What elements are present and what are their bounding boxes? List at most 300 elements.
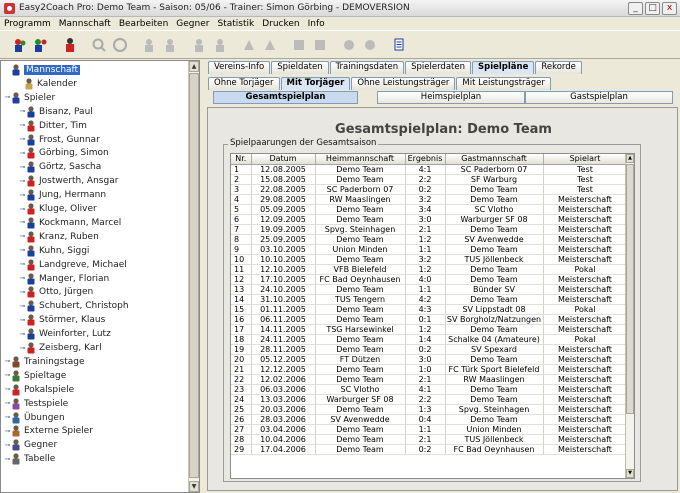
table-row[interactable] xyxy=(231,304,627,314)
table-cell: 0:2 xyxy=(405,444,445,454)
tree-node-icon xyxy=(11,64,21,76)
tree-node-icon xyxy=(26,286,36,298)
close-button[interactable]: x xyxy=(662,2,677,15)
tree-node-label: Kalender xyxy=(37,78,77,89)
table-row[interactable] xyxy=(231,234,627,244)
table-cell: Test xyxy=(543,174,627,184)
tree-node-icon xyxy=(11,92,21,104)
table-cell: Demo Team xyxy=(315,434,405,444)
expand-toggle-icon[interactable]: ⊸ xyxy=(19,162,26,171)
tree-node-label: Spieler xyxy=(24,92,56,103)
table-cell: 0:2 xyxy=(405,184,445,194)
zoom-icon xyxy=(112,37,128,53)
table-row[interactable] xyxy=(231,364,627,374)
tree-node-icon xyxy=(11,425,21,437)
tree-scroll-down-icon[interactable]: ▼ xyxy=(189,481,199,492)
expand-toggle-icon[interactable]: ⊸ xyxy=(4,454,11,463)
tactic-icon xyxy=(241,37,257,53)
expand-toggle-icon[interactable]: ⊸ xyxy=(19,232,26,241)
menu-gegner[interactable]: Gegner xyxy=(176,18,210,29)
table-cell: 4:1 xyxy=(405,384,445,394)
table-cell: Demo Team xyxy=(315,364,405,374)
tree-scroll-up-icon[interactable]: ▲ xyxy=(189,61,199,72)
subtab-ohne-leistungstraeger[interactable]: Ohne Leistungsträger xyxy=(351,77,455,90)
expand-toggle-icon[interactable]: ⊸ xyxy=(19,260,26,269)
tree-node-icon xyxy=(24,78,34,90)
tree-node-icon xyxy=(26,147,36,159)
table-row[interactable] xyxy=(231,424,627,434)
tree-node-icon xyxy=(26,106,36,118)
zoom-button[interactable] xyxy=(110,35,129,54)
tree-node-label: Kranz, Ruben xyxy=(39,231,99,242)
tree-section[interactable] xyxy=(4,383,74,397)
tree-section[interactable] xyxy=(4,397,68,411)
table-cell: Bünder SV xyxy=(445,284,543,294)
group-label: Spielpaarungen der Gesamtsaison xyxy=(230,138,377,148)
tree-node-icon xyxy=(11,453,21,465)
table-scroll-up-icon[interactable]: ▲ xyxy=(626,154,634,163)
table-cell: Demo Team xyxy=(315,174,405,184)
person-add-icon xyxy=(141,37,157,53)
tree-player[interactable] xyxy=(19,285,93,299)
expand-toggle-icon[interactable]: ⊸ xyxy=(19,315,26,324)
expand-toggle-icon[interactable]: ⊸ xyxy=(19,246,26,255)
table-cell: 3:4 xyxy=(405,204,445,214)
column-header[interactable]: Heimmannschaft xyxy=(315,154,405,164)
tree-player[interactable] xyxy=(19,174,118,188)
table-cell: Meisterschaft xyxy=(543,394,627,404)
tree-node-label: Görtz, Sascha xyxy=(39,162,102,173)
table-cell: 20.03.2006 xyxy=(251,404,315,414)
table-cell: 10.04.2006 xyxy=(251,434,315,444)
table-cell: 18 xyxy=(231,334,251,344)
expand-toggle-icon[interactable]: ⊸ xyxy=(19,343,26,352)
table-cell: Demo Team xyxy=(445,244,543,254)
tree-node-icon xyxy=(26,231,36,243)
exercise-icon xyxy=(291,37,307,53)
table-cell: Meisterschaft xyxy=(543,274,627,284)
tree-scrollbar[interactable] xyxy=(188,61,199,492)
tree-player[interactable] xyxy=(19,272,109,286)
tree-player[interactable] xyxy=(19,202,97,216)
panel-splitter[interactable] xyxy=(200,60,207,493)
table-cell: 2:1 xyxy=(405,374,445,384)
table-cell: Demo Team xyxy=(315,284,405,294)
tree-player[interactable] xyxy=(19,299,129,313)
menu-programm[interactable]: Programm xyxy=(4,18,51,29)
tree-node-icon xyxy=(26,314,36,326)
tree-section[interactable] xyxy=(4,355,85,369)
navigation-tree xyxy=(0,60,200,493)
table-cell: SV Borgholz/Natzungen xyxy=(446,314,542,324)
tree-node-icon xyxy=(11,384,21,396)
print-button[interactable] xyxy=(389,35,408,54)
expand-toggle-icon[interactable]: ⊸ xyxy=(19,204,26,213)
table-cell: Demo Team xyxy=(445,354,543,364)
table-cell: 2:1 xyxy=(405,434,445,444)
table-row[interactable] xyxy=(231,354,627,364)
tree-node-icon xyxy=(26,300,36,312)
expand-toggle-icon[interactable]: ⊸ xyxy=(4,357,11,366)
table-cell: 27 xyxy=(231,424,251,434)
table-cell: 14 xyxy=(231,294,251,304)
plantab-gesamtspielplan[interactable]: Gesamtspielplan xyxy=(213,91,358,104)
table-cell: SC Paderborn 07 xyxy=(315,184,405,194)
tree-node-icon xyxy=(26,328,36,340)
table-cell: Demo Team xyxy=(445,394,543,404)
table-cell: 1:4 xyxy=(405,334,445,344)
tactic-button[interactable] xyxy=(239,35,258,54)
tree-item-kalender[interactable] xyxy=(17,77,77,91)
person-remove-icon xyxy=(162,37,178,53)
table-row[interactable] xyxy=(231,414,627,424)
tree-node-label: Manger, Florian xyxy=(39,273,110,284)
tab-spieldaten[interactable]: Spieldaten xyxy=(271,61,328,74)
person-add-button[interactable] xyxy=(139,35,158,54)
table-cell: 22 xyxy=(231,374,251,384)
expand-toggle-icon[interactable]: ⊸ xyxy=(19,176,26,185)
table-cell: 8 xyxy=(231,234,251,244)
match-edit-icon xyxy=(362,37,378,53)
table-cell: 1:0 xyxy=(405,364,445,374)
table-row[interactable] xyxy=(231,374,627,384)
tree-player[interactable] xyxy=(19,146,109,160)
table-cell: 4:0 xyxy=(405,274,445,284)
table-cell: 05.09.2005 xyxy=(251,204,315,214)
table-cell: 3:2 xyxy=(405,194,445,204)
table-scroll-down-icon[interactable]: ▼ xyxy=(626,469,634,478)
tab-trainingsdaten[interactable]: Trainingsdaten xyxy=(330,61,405,74)
table-row[interactable] xyxy=(231,284,627,294)
exercise-delete-button[interactable] xyxy=(310,35,329,54)
trainer-edit-button[interactable] xyxy=(210,35,229,54)
table-cell: SC Paderborn 07 xyxy=(445,164,543,174)
tree-root-mannschaft[interactable] xyxy=(4,63,80,77)
table-cell: 03.10.2005 xyxy=(251,244,315,254)
table-row[interactable] xyxy=(231,314,627,324)
table-cell: FC Türk Sport Bielefeld xyxy=(445,364,543,374)
report-title: Gesamtspielplan: Demo Team xyxy=(335,122,552,137)
match-table-container xyxy=(230,153,635,479)
table-cell: Demo Team xyxy=(315,304,405,314)
tree-spacer xyxy=(17,80,24,87)
tree-node-label: Bisanz, Paul xyxy=(39,106,93,117)
tree-node-label: Gegner xyxy=(24,440,58,451)
team-icon xyxy=(12,37,28,53)
table-row[interactable] xyxy=(231,344,627,354)
tree-player[interactable] xyxy=(19,216,121,230)
table-cell: 1:2 xyxy=(405,234,445,244)
match-list-group xyxy=(223,138,641,482)
table-cell: Demo Team xyxy=(445,224,543,234)
table-row[interactable] xyxy=(231,404,627,414)
table-cell: 15 xyxy=(231,304,251,314)
table-cell: Pokal xyxy=(543,304,627,314)
table-cell: SV Lippstadt 08 xyxy=(445,304,543,314)
table-row[interactable] xyxy=(231,334,627,344)
menu-bearbeiten[interactable]: Bearbeiten xyxy=(118,18,169,29)
table-cell: Meisterschaft xyxy=(543,344,627,354)
match-edit-button[interactable] xyxy=(360,35,379,54)
table-cell: Meisterschaft xyxy=(543,214,627,224)
table-cell: Spvg. Steinhagen xyxy=(445,404,543,414)
tree-player[interactable] xyxy=(19,133,100,147)
tree-node-label: Pokalspiele xyxy=(24,384,75,395)
table-cell: 12.08.2005 xyxy=(251,164,315,174)
player-icon xyxy=(62,37,78,53)
tree-node-icon xyxy=(11,439,21,451)
person-remove-button[interactable] xyxy=(160,35,179,54)
table-cell: 25.09.2005 xyxy=(251,234,315,244)
column-header[interactable]: Datum xyxy=(251,154,315,164)
expand-toggle-icon[interactable]: ⊸ xyxy=(4,385,11,394)
title-bar xyxy=(0,0,680,17)
expand-toggle-icon[interactable]: ⊸ xyxy=(19,121,26,130)
tree-node-icon xyxy=(26,120,36,132)
tree-node-icon xyxy=(26,203,36,215)
expand-toggle-icon[interactable]: ⊸ xyxy=(19,190,26,199)
tree-node-icon xyxy=(26,273,36,285)
tree-node-label: Kockmann, Marcel xyxy=(39,217,122,228)
table-cell: 2 xyxy=(231,174,251,184)
table-row[interactable] xyxy=(231,174,627,184)
table-cell: Demo Team xyxy=(445,414,543,424)
table-cell: 05.12.2005 xyxy=(251,354,315,364)
expand-toggle-icon[interactable]: ⊸ xyxy=(19,329,26,338)
table-cell: Test xyxy=(543,184,627,194)
table-cell: Pokal xyxy=(543,264,627,274)
menu-info[interactable]: Info xyxy=(307,18,325,29)
table-cell: VFB Bielefeld xyxy=(315,264,405,274)
table-cell: 06.03.2006 xyxy=(251,384,315,394)
column-header[interactable]: Spielart xyxy=(543,154,627,164)
tree-node-icon xyxy=(26,161,36,173)
tree-node-label: Tabelle xyxy=(24,454,56,465)
table-row[interactable] xyxy=(231,204,627,214)
table-row[interactable] xyxy=(231,194,627,204)
tree-node-icon xyxy=(11,398,21,410)
table-cell: Union Minden xyxy=(445,424,543,434)
tree-node-label: Mannschaft xyxy=(26,65,79,75)
app-icon xyxy=(4,3,15,14)
menu-drucken[interactable]: Drucken xyxy=(262,18,300,29)
table-cell: 31.10.2005 xyxy=(251,294,315,304)
tree-player[interactable] xyxy=(19,341,102,355)
tree-section[interactable] xyxy=(4,411,65,425)
table-cell: FC Bad Oeynhausen xyxy=(315,274,405,284)
table-cell: FC Bad Oeynhausen xyxy=(445,444,543,454)
tree-node-label: Testspiele xyxy=(24,398,69,409)
table-cell: TSG Harsewinkel xyxy=(315,324,405,334)
search-icon xyxy=(91,37,107,53)
table-scroll-thumb[interactable] xyxy=(626,164,634,414)
table-row[interactable] xyxy=(231,264,627,274)
exercise-delete-icon xyxy=(312,37,328,53)
table-cell: 28.11.2005 xyxy=(251,344,315,354)
expand-toggle-icon[interactable]: ⊸ xyxy=(19,148,26,157)
table-cell: Demo Team xyxy=(445,264,543,274)
table-cell: 26 xyxy=(231,414,251,424)
table-cell: 06.11.2005 xyxy=(251,314,315,324)
table-cell: Meisterschaft xyxy=(543,384,627,394)
table-cell: 1:2 xyxy=(405,264,445,274)
table-cell: 1:2 xyxy=(405,324,445,334)
tree-player[interactable] xyxy=(19,327,111,341)
table-cell: Meisterschaft xyxy=(543,194,627,204)
tree-node-label: Ditter, Tim xyxy=(39,120,87,131)
table-row[interactable] xyxy=(231,214,627,224)
tree-node-label: Otto, Jürgen xyxy=(39,287,94,298)
table-cell: FT Dützen xyxy=(315,354,405,364)
table-cell: 22.08.2005 xyxy=(251,184,315,194)
table-cell: Warburger SF 08 xyxy=(315,394,405,404)
expand-toggle-icon[interactable]: ⊸ xyxy=(19,274,26,282)
table-cell: Demo Team xyxy=(445,194,543,204)
table-row[interactable] xyxy=(231,294,627,304)
table-row[interactable] xyxy=(231,184,627,194)
table-row[interactable] xyxy=(231,164,627,174)
tree-node-label: Jostwerth, Ansgar xyxy=(39,176,119,187)
tree-player[interactable] xyxy=(19,230,99,244)
tactic-delete-button[interactable] xyxy=(260,35,279,54)
tree-player[interactable] xyxy=(19,188,106,202)
table-row[interactable] xyxy=(231,394,627,404)
trainer-button[interactable] xyxy=(189,35,208,54)
expand-toggle-icon[interactable]: ⊸ xyxy=(19,301,26,310)
tab-spielerdaten[interactable]: Spielerdaten xyxy=(405,61,471,74)
table-cell: 6 xyxy=(231,214,251,224)
subtab-mit-leistungstraeger[interactable]: Mit Leistungsträger xyxy=(456,77,550,90)
tree-player[interactable] xyxy=(19,119,87,133)
table-cell: 0:4 xyxy=(405,414,445,424)
subtab-mit-torjaeger[interactable]: Mit Torjäger xyxy=(281,77,351,90)
table-cell: Demo Team xyxy=(445,324,543,334)
table-cell: 1:1 xyxy=(405,244,445,254)
plantab-gastspielplan[interactable]: Gastspielplan xyxy=(525,91,673,104)
table-cell: Demo Team xyxy=(315,374,405,384)
tree-player[interactable] xyxy=(19,244,89,258)
table-cell: 9 xyxy=(231,244,251,254)
tab-rekorde[interactable]: Rekorde xyxy=(535,61,582,74)
table-cell: Demo Team xyxy=(315,234,405,244)
table-cell: Demo Team xyxy=(315,334,405,344)
table-cell: SC Vlotho xyxy=(315,384,405,394)
table-cell: Meisterschaft xyxy=(543,374,627,384)
tab-vereins-info[interactable]: Vereins-Info xyxy=(208,61,270,74)
tree-node-icon xyxy=(26,134,36,146)
table-cell: Meisterschaft xyxy=(543,314,627,324)
tree-player[interactable] xyxy=(19,160,101,174)
table-cell: Meisterschaft xyxy=(543,444,627,454)
table-cell: Schalke 04 (Amateure) xyxy=(445,334,543,344)
expand-toggle-icon[interactable]: ⊸ xyxy=(19,107,26,116)
menu-statistik[interactable]: Statistik xyxy=(217,18,255,29)
table-cell: Meisterschaft xyxy=(543,244,627,254)
column-header[interactable]: Gastmannschaft xyxy=(445,154,543,164)
table-cell: Meisterschaft xyxy=(543,254,627,264)
plantab-heimspielplan[interactable]: Heimspielplan xyxy=(377,91,525,104)
expand-toggle-icon[interactable]: ⊸ xyxy=(19,287,26,296)
table-cell: 25 xyxy=(231,404,251,414)
table-cell: 29 xyxy=(231,444,251,454)
menu-bar xyxy=(0,17,680,30)
table-cell: Meisterschaft xyxy=(543,354,627,364)
search-button[interactable] xyxy=(89,35,108,54)
table-row[interactable] xyxy=(231,324,627,334)
table-row[interactable] xyxy=(231,384,627,394)
table-cell: Meisterschaft xyxy=(543,204,627,214)
tree-node-label: Übungen xyxy=(24,412,65,423)
expand-toggle-icon[interactable]: ⊸ xyxy=(4,93,11,102)
match-button[interactable] xyxy=(339,35,358,54)
table-row[interactable] xyxy=(231,434,627,444)
expand-toggle-icon[interactable]: ⊸ xyxy=(4,399,11,408)
table-cell: 4:1 xyxy=(405,164,445,174)
table-cell: Meisterschaft xyxy=(543,224,627,234)
tree-section[interactable] xyxy=(4,369,66,383)
table-cell: Demo Team xyxy=(315,404,405,414)
tab-spielplaene[interactable]: Spielpläne xyxy=(472,61,534,74)
tree-scroll-thumb[interactable] xyxy=(189,73,199,478)
expand-toggle-icon[interactable]: ⊸ xyxy=(19,135,26,143)
table-cell: 28.03.2006 xyxy=(251,414,315,424)
table-cell: Demo Team xyxy=(445,294,543,304)
expand-toggle-icon[interactable]: ⊸ xyxy=(19,218,26,227)
expand-toggle-icon[interactable]: ⊸ xyxy=(4,426,11,435)
tree-section[interactable] xyxy=(4,438,57,452)
subtab-ohne-torjaeger[interactable]: Ohne Torjäger xyxy=(208,77,280,90)
table-cell: Meisterschaft xyxy=(543,294,627,304)
minimize-button[interactable]: _ xyxy=(628,2,643,15)
team-edit-button[interactable] xyxy=(31,35,50,54)
expand-toggle-icon[interactable]: ⊸ xyxy=(4,413,11,421)
table-row[interactable] xyxy=(231,224,627,234)
tree-player[interactable] xyxy=(19,313,105,327)
table-cell: Meisterschaft xyxy=(543,234,627,244)
table-cell: Demo Team xyxy=(315,444,405,454)
maximize-button[interactable]: □ xyxy=(645,2,660,15)
menu-mannschaft[interactable]: Mannschaft xyxy=(58,18,111,29)
detail-panel xyxy=(207,60,680,493)
table-cell: 28 xyxy=(231,434,251,444)
table-cell: Demo Team xyxy=(315,204,405,214)
table-row[interactable] xyxy=(231,244,627,254)
column-header[interactable]: Nr. xyxy=(231,154,251,164)
tree-section[interactable] xyxy=(4,452,55,466)
column-header[interactable]: Ergebnis xyxy=(405,154,445,164)
exercise-button[interactable] xyxy=(289,35,308,54)
tree-item-spieler[interactable] xyxy=(4,91,55,105)
expand-toggle-icon[interactable]: ⊸ xyxy=(4,440,11,449)
table-cell: 5 xyxy=(231,204,251,214)
table-scrollbar[interactable] xyxy=(625,154,634,478)
table-cell: Demo Team xyxy=(315,254,405,264)
table-cell: 14.11.2005 xyxy=(251,324,315,334)
table-cell: Demo Team xyxy=(445,184,543,194)
table-cell: 24.10.2005 xyxy=(251,284,315,294)
player-button[interactable] xyxy=(60,35,79,54)
table-cell: TUS Tengern xyxy=(315,294,405,304)
tree-player[interactable] xyxy=(19,258,127,272)
table-cell: 1:1 xyxy=(405,424,445,434)
tree-section[interactable] xyxy=(4,424,93,438)
tree-player[interactable] xyxy=(19,105,93,119)
table-row[interactable] xyxy=(231,254,627,264)
table-row[interactable] xyxy=(231,274,627,284)
team-button[interactable] xyxy=(10,35,29,54)
expand-toggle-icon[interactable]: ⊸ xyxy=(4,371,11,380)
table-row[interactable] xyxy=(231,444,627,454)
